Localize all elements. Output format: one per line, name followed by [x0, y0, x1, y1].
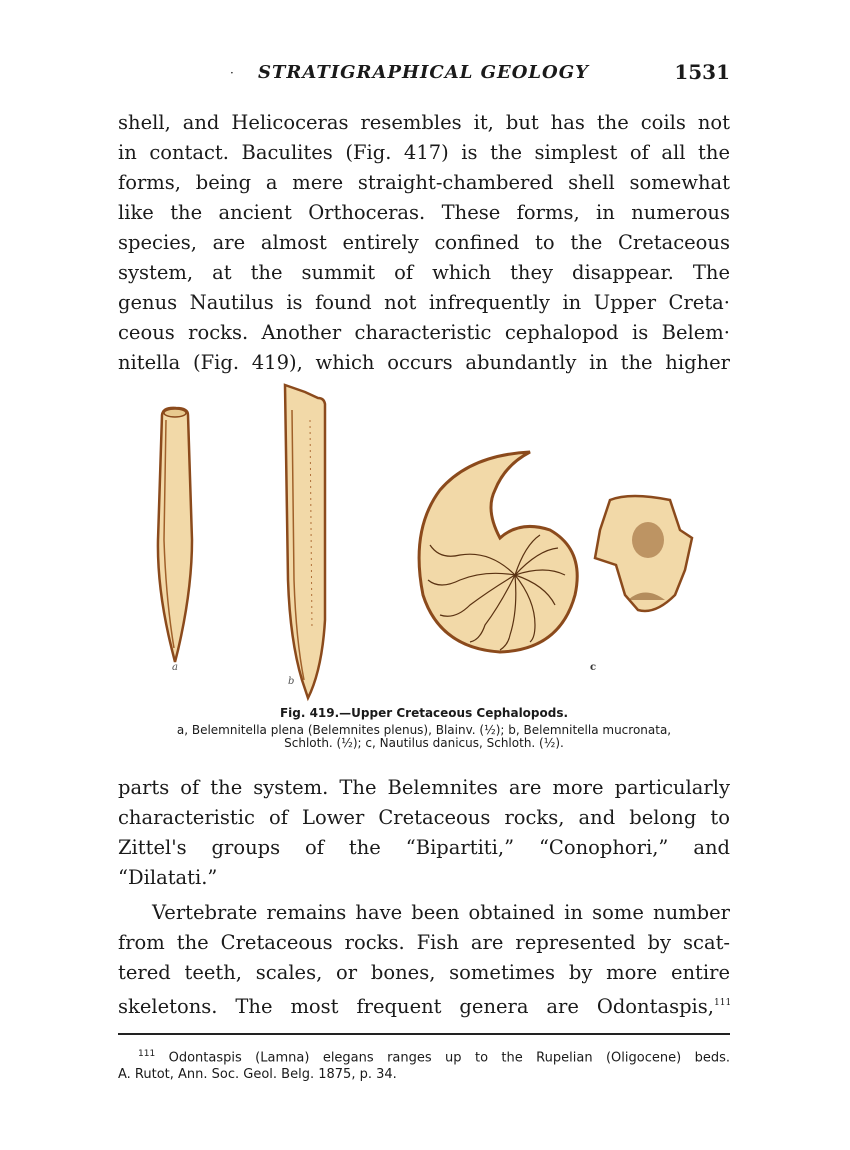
paragraph-3 [118, 898, 730, 1018]
footnote-reference[interactable]: 111 [714, 998, 732, 1008]
paragraph-2 [118, 773, 730, 893]
text-line: Vertebrate remains have been obtained in some number [152, 901, 730, 924]
text-line: ceous rocks. Another characteristic cephalopod is Belem· [118, 321, 730, 344]
text-line: in contact. Baculites (Fig. 417) is the simplest of all the [118, 141, 730, 164]
figure-label-c: c [590, 662, 597, 673]
footnote-divider [118, 1033, 730, 1035]
text-line-with-footnote-ref [118, 988, 730, 1018]
text-line: nitella (Fig. 419), which occurs abundantly in the higher [118, 351, 730, 374]
figure-label-b: b [288, 676, 295, 687]
footnote-text: Odontaspis (Lamna) elegans ranges up to the Rupelian (Oligocene) beds. [168, 1050, 730, 1066]
text-line: from the Cretaceous rocks. Fish are represented by scat- [118, 931, 730, 954]
text-line: like the ancient Orthoceras. These forms, in numerous [118, 201, 730, 224]
text-line: parts of the system. The Belemnites are more particularly [118, 776, 730, 799]
nautilus-side-drawing [419, 452, 577, 652]
belemnite-a-drawing [158, 408, 192, 662]
figure-label-a: a [172, 662, 178, 673]
stray-dot: · [230, 66, 234, 80]
text-line: system, at the summit of which they disappear. The [118, 261, 730, 284]
text-line: species, are almost entirely confined to the Cretaceous [118, 231, 730, 254]
text-line: tered teeth, scales, or bones, sometimes by more entire [118, 961, 730, 984]
page-number: 1531 [674, 60, 730, 84]
caption-line: a, Belemnitella plena (Belemnites plenus), Blainv. (½); b, Belemnitella mucronata, [176, 723, 672, 737]
caption-line: Schloth. (½); c, Nautilus danicus, Schloth. (½). [284, 736, 564, 750]
belemnite-b-drawing [285, 385, 325, 698]
text-line: Zittel's groups of the “Bipartiti,” “Conophori,” and [118, 836, 730, 859]
running-title: STRATIGRAPHICAL GEOLOGY [258, 62, 589, 83]
footnote [118, 1046, 730, 1083]
text-line: genus Nautilus is found not infrequently in Upper Creta· [118, 291, 730, 314]
paragraph-1 [118, 108, 730, 378]
footnote-line-2: A. Rutot, Ann. Soc. Geol. Belg. 1875, p. 34. [118, 1067, 397, 1083]
footnote-line-1 [118, 1046, 730, 1066]
footnote-marker: 111 [138, 1049, 156, 1059]
figure-419 [140, 380, 730, 710]
figure-caption-title: Fig. 419.—Upper Cretaceous Cephalopods. [279, 706, 569, 720]
text-line: “Dilatati.” [118, 866, 218, 889]
text-line: skeletons. The most frequent genera are Odontaspis, [118, 994, 714, 1018]
text-line: forms, being a mere straight-chambered shell somewhat [118, 171, 730, 194]
text-line: characteristic of Lower Cretaceous rocks, and belong to [118, 806, 730, 829]
fossil-illustration [140, 380, 730, 710]
page-header [118, 62, 730, 90]
nautilus-front-drawing [595, 496, 692, 611]
text-line: shell, and Helicoceras resembles it, but has the coils not [118, 111, 730, 134]
figure-caption [118, 724, 730, 750]
